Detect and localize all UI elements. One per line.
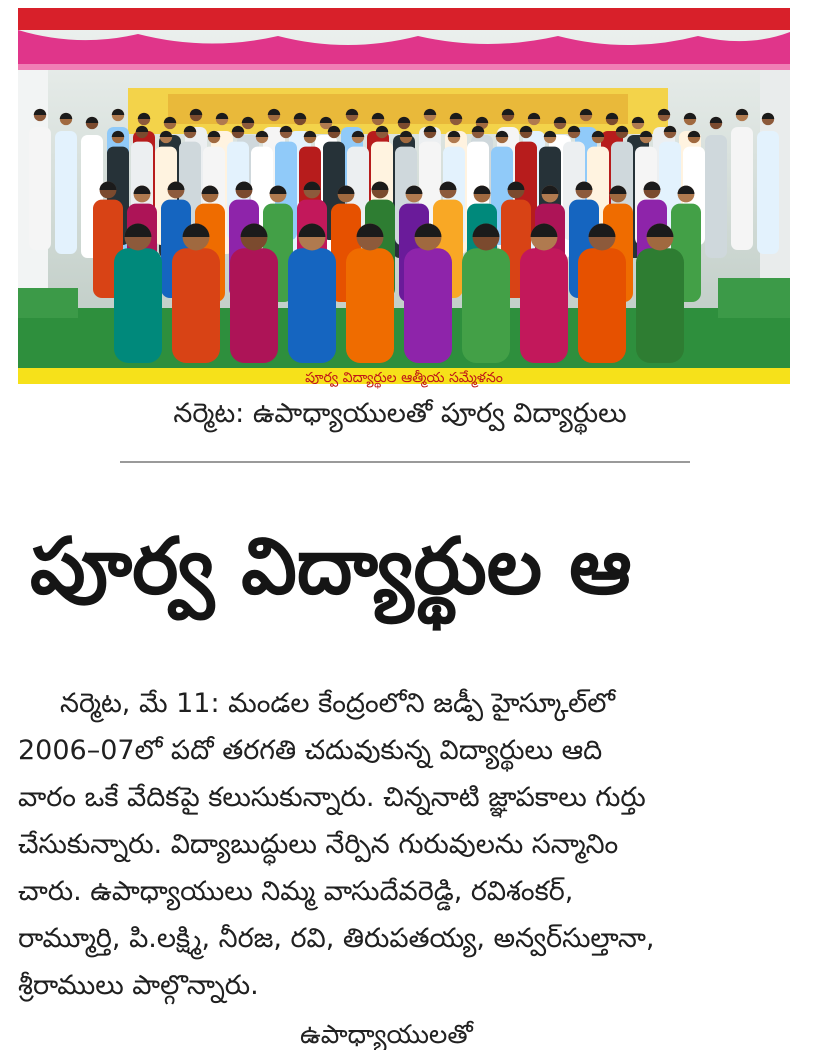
next-subheading-cropped [300, 1020, 500, 1050]
article-line: శ్రీరాములు పాల్గొన్నారు. [18, 970, 259, 1001]
group-photo [18, 8, 790, 384]
article-body [18, 680, 786, 1009]
article-line: రామ్మూర్తి, పి.లక్ష్మి, నీరజ, రవి, తిరుపతయ్య, అన్వర్‌సుల్తానా, [18, 923, 655, 954]
person-body [578, 248, 626, 363]
photo-caption: నర్మెట: ఉపాధ్యాయులతో పూర్వ విద్యార్థులు [173, 398, 627, 429]
tent-top [18, 8, 790, 30]
people [29, 109, 779, 363]
article-line: నర్మెట, మే 11: మండల కేంద్రంలోని జడ్పీ హైస్కూల్‌లో [60, 688, 616, 719]
person-body [636, 248, 684, 363]
article-line: 2006–07లో పదో తరగతి చదువుకున్న విద్యార్థులు ఆది [18, 735, 603, 766]
person-body [757, 131, 779, 254]
headline: పూర్వ విద్యార్థుల ఆ [30, 521, 632, 612]
person-body [462, 248, 510, 363]
article-line: చేసుకున్నారు. విద్యాబుద్ధులు నేర్పిన గురువులను సన్మానిం [18, 829, 619, 860]
stage-banner-text: పూర్వ విద్యార్థుల ఆత్మీయ సమ్మేళనం [305, 370, 503, 386]
person-body [172, 248, 220, 363]
article-line: వారం ఒకే వేదికపై కలుసుకున్నారు. చిన్ననాటి జ్ఞాపకాలు గుర్తు [18, 782, 646, 813]
article-line: చారు. ఉపాధ్యాయులు నిమ్మ వాసుదేవరెడ్డి, రవిశంకర్, [18, 876, 574, 907]
next-subheading-text: ఉపాధ్యాయులతో [300, 1020, 473, 1050]
person-body [230, 248, 278, 363]
person-body [288, 248, 336, 363]
tent-fringe [18, 64, 790, 70]
person-body [520, 248, 568, 363]
person-body [404, 248, 452, 363]
person-body [55, 131, 77, 254]
person-body [346, 248, 394, 363]
person-body [731, 127, 753, 250]
person-body [705, 135, 727, 258]
caption-divider [120, 461, 690, 463]
person-body [29, 127, 51, 250]
person-body [114, 248, 162, 363]
